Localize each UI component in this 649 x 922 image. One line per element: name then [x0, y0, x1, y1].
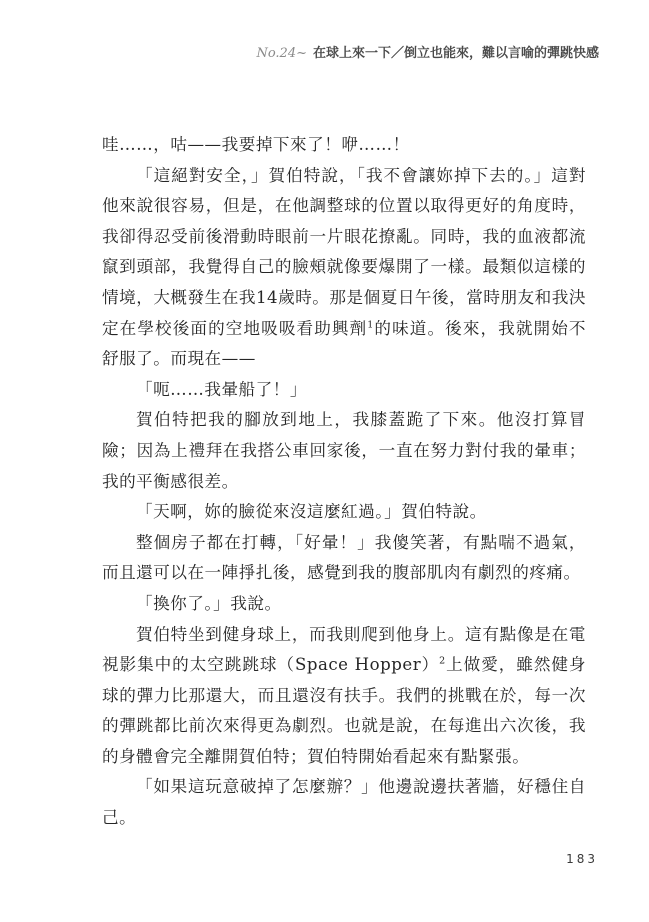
footnote-marker-1: 1 — [367, 319, 374, 331]
paragraph-text: 哇……，咕——我要掉下來了！咿……！ — [102, 135, 410, 154]
footnote-marker-2: 2 — [439, 655, 446, 667]
body-text — [102, 130, 586, 834]
paragraph-2 — [102, 161, 586, 375]
paragraph-7 — [102, 589, 586, 620]
chapter-title: 在球上來一下／倒立也能來，難以言喻的彈跳快感 — [312, 46, 599, 61]
running-header — [256, 42, 599, 66]
paragraph-3 — [102, 375, 586, 406]
paragraph-text: 「天啊，妳的臉從來沒這麼紅過。」賀伯特說。 — [136, 502, 487, 522]
paragraph-text-tail: 的味道。後來，我就開始不舒服了。而現在—— — [102, 318, 587, 369]
paragraph-1 — [102, 130, 586, 161]
chapter-number: No.24~ — [256, 46, 307, 61]
paragraph-8 — [102, 620, 586, 773]
paragraph-4 — [102, 405, 586, 497]
paragraph-text: 「換你了。」我說。 — [136, 593, 282, 613]
paragraph-text: 「呃……我暈船了！」 — [136, 379, 307, 399]
paragraph-text: 整個房子都在打轉，「好暈！」我傻笑著，有點喘不過氣，而且還可以在一陣掙扎後，感覺到我的腹部肌肉有劇烈的疼痛。 — [102, 532, 586, 583]
page-number: 183 — [566, 852, 598, 866]
paragraph-text: 「如果這玩意破掉了怎麼辦？」他邊說邊扶著牆，好穩住自己。 — [102, 777, 586, 828]
paragraph-text: 賀伯特把我的腳放到地上，我膝蓋跪了下來。他沒打算冒險；因為上禮拜在我搭公車回家後，一直在努力對付我的暈車；我的平衡感很差。 — [102, 410, 586, 491]
paragraph-text: 賀伯特坐到健身球上，而我則爬到他身上。這有點像是在電視影集中的太空跳跳球（Space Hopper） — [102, 624, 586, 675]
paragraph-5 — [102, 497, 586, 528]
paragraph-9 — [102, 772, 586, 833]
paragraph-text: 「這絕對安全，」賀伯特說，「我不會讓妳掉下去的。」這對他來說很容易，但是，在他調整球的位置以取得更好的角度時，我卻得忍受前後滑動時眼前一片眼花撩亂。同時，我的血液都流竄到頭部，我覺得自己的臉頰就像要爆開了一樣。最類似這樣的情境，大概發生在我14歲時。那是個夏日午後，當時朋友和我決定在學校後面的空地吸吸看助興劑 — [102, 165, 586, 338]
paragraph-6 — [102, 528, 586, 589]
paragraph-text-tail: 上做愛，雖然健身球的彈力比那還大，而且還沒有扶手。我們的挑戰在於，每一次的彈跳都比前次來得更為劇烈。也就是說，在每進出六次後，我的身體會完全離開賀伯特；賀伯特開始看起來有點緊張。 — [102, 655, 587, 766]
